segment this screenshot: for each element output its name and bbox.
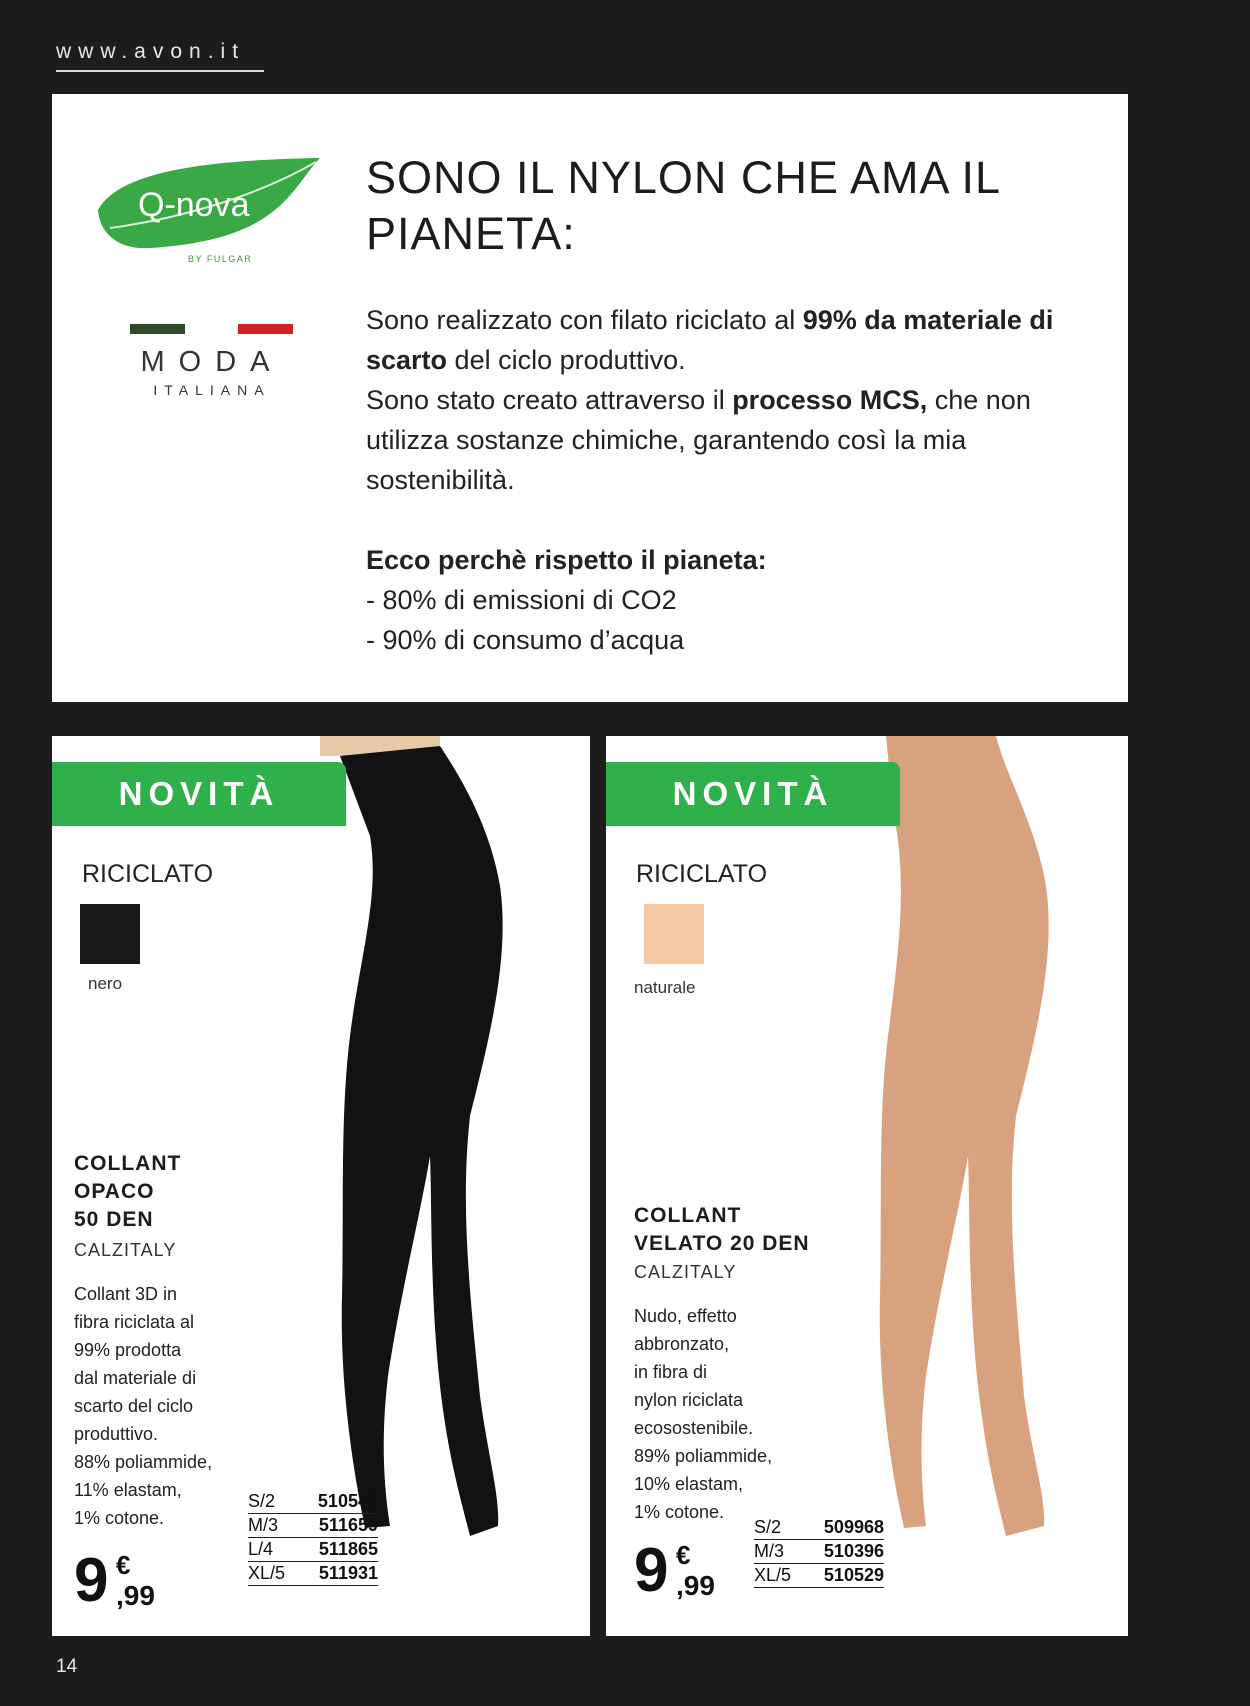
product-name: COLLANT VELATO 20 DEN	[634, 1204, 810, 1255]
price-currency: €	[676, 1540, 691, 1570]
size-code-table	[248, 1490, 378, 1586]
size-row[interactable]: M/3 510396	[754, 1540, 884, 1564]
color-swatch-naturale[interactable]	[644, 904, 704, 964]
logo-by-fulgar: BY FULGAR	[188, 254, 253, 264]
novita-badge: NOVITÀ	[52, 762, 346, 826]
product-card-opaco[interactable]	[52, 736, 590, 1636]
url-underline	[56, 70, 264, 72]
nude-tights-legs-image	[846, 736, 1128, 1586]
size-row[interactable]: S/2 509968	[754, 1516, 884, 1540]
size-code-table	[754, 1516, 884, 1588]
product-description: Collant 3D in fibra riciclata al 99% prodotta dal materiale di scarto del ciclo produttivo. 88% poliammide, 11% elastam, 1% cotone.	[74, 1284, 213, 1528]
price-int: 9	[634, 1536, 669, 1605]
qnova-info-panel	[52, 94, 1128, 702]
panel-headline: SONO IL NYLON CHE AMA IL PIANETA:	[366, 152, 1000, 259]
black-tights-legs-image	[320, 736, 590, 1586]
size-row[interactable]: M/3 511659	[248, 1514, 378, 1538]
swatch-name: naturale	[634, 978, 696, 997]
novita-badge: NOVITÀ	[606, 762, 900, 826]
why-title: Ecco perchè rispetto il pianeta:	[366, 545, 767, 575]
flag-green-bar	[130, 324, 185, 334]
flag-red-bar	[238, 324, 293, 334]
moda-label: MODA	[140, 346, 284, 378]
color-swatch-nero[interactable]	[80, 904, 140, 964]
page-number: 14	[56, 1656, 78, 1677]
product-card-velato[interactable]	[606, 736, 1128, 1636]
product-name: COLLANT OPACO 50 DEN	[74, 1152, 182, 1231]
logo-text: Q-nova	[138, 186, 250, 224]
size-row[interactable]: XL/5 511931	[248, 1562, 378, 1586]
legs-shape	[340, 746, 503, 1536]
product-brand: CALZITALY	[634, 1262, 737, 1282]
price-currency: €	[116, 1550, 131, 1580]
price	[634, 1536, 715, 1605]
product-description: Nudo, effetto abbronzato, in fibra di nylon riciclata ecosostenibile. 89% poliammide, 10% elastam, 1% cotone.	[634, 1306, 773, 1522]
legs-shape	[880, 736, 1049, 1536]
riciclato-label: RICICLATO	[636, 860, 768, 888]
size-row[interactable]: XL/5 510529	[754, 1564, 884, 1588]
italiana-label: ITALIANA	[153, 382, 271, 398]
panel-paragraph: Sono realizzato con filato riciclato al 99% da materiale di scarto del ciclo produttivo. Sono stato creato attraverso il processo MCS, che non utilizza sostanze chimiche, garantendo così la mia sostenibilità.	[366, 305, 1054, 495]
product-brand: CALZITALY	[74, 1240, 177, 1260]
riciclato-label: RICICLATO	[82, 860, 214, 888]
price-cents: ,99	[116, 1580, 155, 1611]
swatch-name: nero	[88, 974, 123, 993]
size-row[interactable]: S/2 510545	[248, 1490, 378, 1514]
price	[74, 1546, 155, 1615]
site-url: www.avon.it	[56, 40, 246, 63]
price-cents: ,99	[676, 1570, 715, 1601]
price-int: 9	[74, 1546, 109, 1615]
why-block	[366, 540, 1106, 660]
why-item: - 80% di emissioni di CO2	[366, 585, 677, 615]
size-row[interactable]: L/4 511865	[248, 1538, 378, 1562]
why-item: - 90% di consumo d’acqua	[366, 625, 685, 655]
